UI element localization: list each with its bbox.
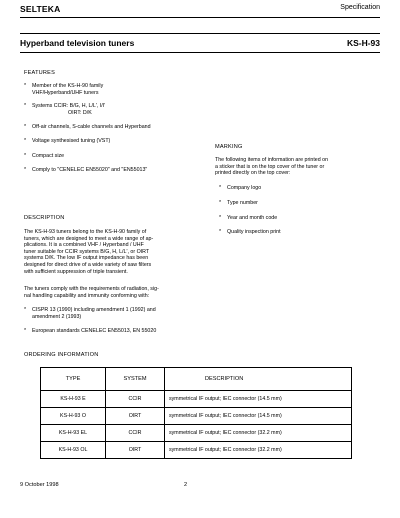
ordering-table	[40, 367, 352, 459]
type-cell: KS-H-93 E	[41, 391, 106, 408]
marking-heading: MARKING	[215, 144, 243, 150]
page-title: Hyperband television tuners	[20, 38, 135, 48]
feature-item: * Member of the KS-H-90 family VHF/Hyperband/UHF tuners	[24, 83, 103, 96]
description-paragraph: The KS-H-93 tuners belong to the KS-H-90 family of tuners, which are designed to meet a wide range of ap- plications. It is a combined VHF / Hyperband / UHF tuner suitable for CCIR systems B/G, H, L/L', or OIRT systems D/K. The low IF output impedance has been designed for direct drive of a wide variety of saw filters with sufficient suppression of triple transient.	[24, 229, 154, 275]
document-type: Specification	[340, 4, 380, 11]
description-cell: symmetrical IF output; IEC connector (14.5 mm)	[165, 391, 352, 408]
table-row	[41, 442, 352, 459]
table-row	[41, 391, 352, 408]
description-cell: symmetrical IF output; IEC connector (14.5 mm)	[165, 408, 352, 425]
feature-item: * Comply to "CENELEC EN55020" and "EN55013"	[24, 167, 147, 174]
column-header-type: TYPE	[41, 368, 106, 391]
page-number: 2	[184, 482, 188, 488]
feature-item: * Systems CCIR: B/G, H, L/L', I/I' OIRT: D/K	[24, 103, 105, 116]
description-cell: symmetrical IF output; IEC connector (32.2 mm)	[165, 425, 352, 442]
marking-intro: The following items of information are printed on a sticker that is on the top cover of the tuner or printed directly on the top cover:	[215, 157, 329, 177]
description-cell: symmetrical IF output; IEC connector (32.2 mm)	[165, 442, 352, 459]
description-heading: DESCRIPTION	[24, 215, 65, 221]
compliance-paragraph: The tuners comply with the requirements of radiation, sig- nal handling capability and immunity conforming with:	[24, 286, 159, 299]
header-rule	[20, 17, 380, 18]
title-bottom-rule	[20, 52, 380, 53]
marking-item: * Company logo	[219, 185, 261, 192]
column-header-description: DESCRIPTION	[165, 368, 352, 391]
type-cell: KS-H-93 O	[41, 408, 106, 425]
feature-item: * Voltage synthesised tuning (VST)	[24, 138, 110, 145]
system-cell: OIRT	[106, 408, 165, 425]
column-header-system: SYSTEM	[106, 368, 165, 391]
marking-item: * Quality inspection print	[219, 229, 281, 236]
marking-item: * Type number	[219, 200, 258, 207]
features-heading: FEATURES	[24, 70, 56, 76]
table-header-row	[41, 368, 352, 391]
table-row	[41, 425, 352, 442]
table-row	[41, 408, 352, 425]
document-date: 9 October 1998	[20, 482, 59, 488]
standard-item: * CISPR 13 (1990) including amendment 1 (1992) and amendment 2 (1993)	[24, 307, 156, 320]
type-cell: KS-H-93 EL	[41, 425, 106, 442]
title-top-rule	[20, 33, 380, 34]
ordering-heading: ORDERING INFORMATION	[24, 352, 99, 358]
company-name: SELTEKA	[20, 4, 61, 14]
feature-item: * Compact size	[24, 153, 64, 160]
system-cell: OIRT	[106, 442, 165, 459]
type-cell: KS-H-93 OL	[41, 442, 106, 459]
model-number: KS-H-93	[346, 38, 380, 48]
system-cell: CCIR	[106, 425, 165, 442]
standard-item: * European standards CENELEC EN55013, EN 55020	[24, 328, 156, 335]
system-cell: CCIR	[106, 391, 165, 408]
feature-item: * Off-air channels, S-cable channels and Hyperband	[24, 124, 151, 131]
marking-item: * Year and month code	[219, 215, 277, 222]
